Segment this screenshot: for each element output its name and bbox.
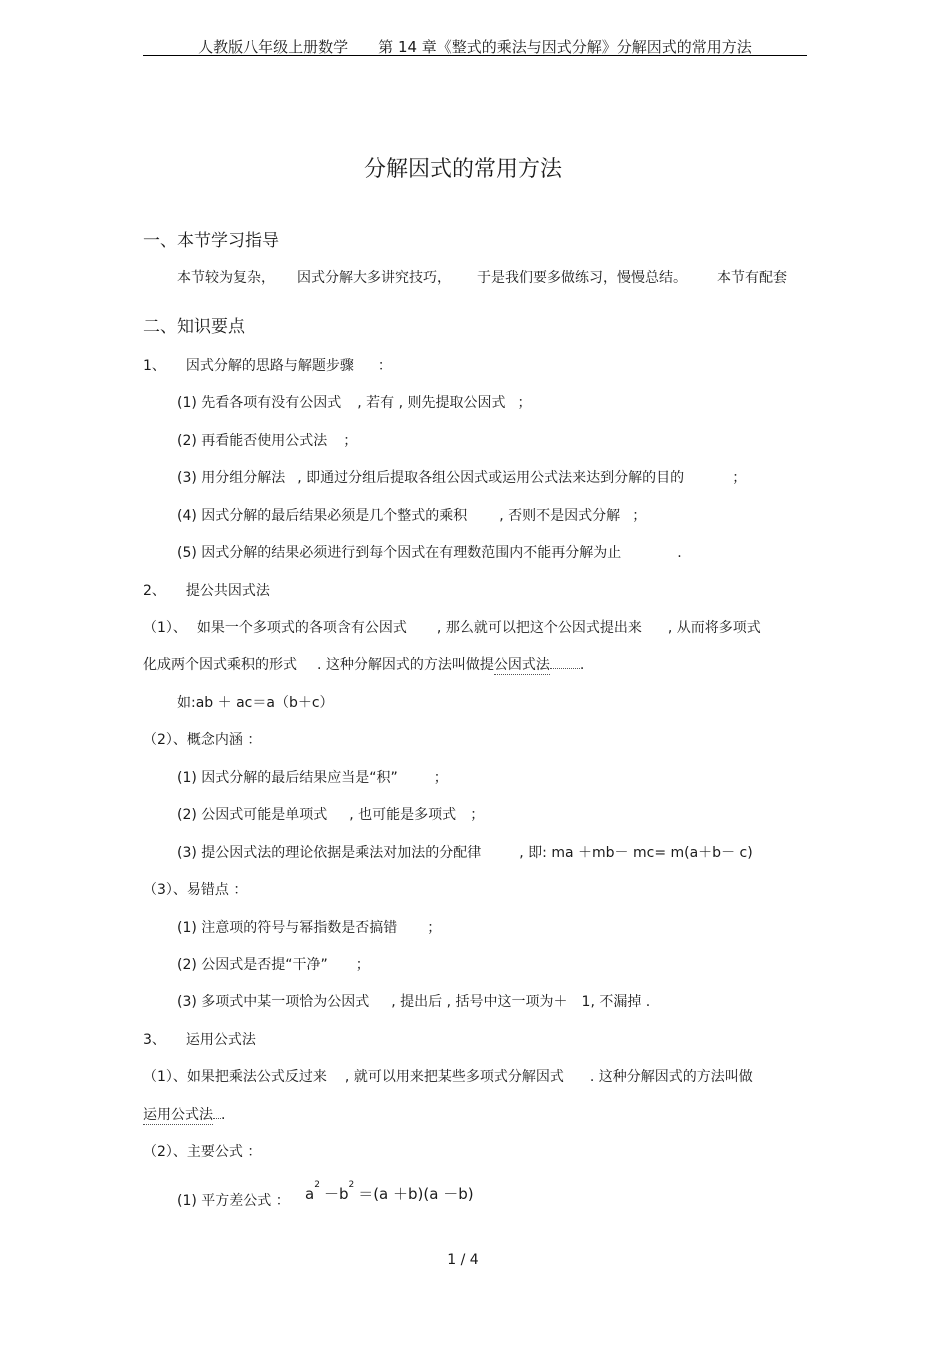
formula-method-line-1 (143, 1066, 753, 1086)
pitfall-end: ； (427, 920, 442, 936)
step-item-2 (177, 430, 357, 450)
step-text-tail: , 若有 , 则先提取公因式 (357, 395, 506, 411)
page-number: 1 / 4 (447, 1252, 479, 1268)
formula-method-line-2 (143, 1104, 225, 1124)
step-item-1 (177, 392, 532, 412)
pitfalls-heading: （3）、易错点 ： (143, 882, 248, 898)
concept-item-2 (177, 804, 484, 824)
section-heading-guide: 一、本节学习指导 (143, 231, 279, 251)
pitfall-text: (3) 多项式中某一项恰为公因式 (177, 994, 370, 1010)
step-text: (5) 因式分解的结果必须进行到每个因式在有理数范围内不能再分解为止 (177, 545, 622, 561)
definition-text: , 就可以用来把某些多项式分解因式 (344, 1069, 564, 1085)
guide-part-2: 因式分解大多讲究技巧， (297, 270, 451, 286)
header-rule (143, 55, 807, 56)
guide-paragraph (177, 267, 787, 287)
guide-part-1: 本节较为复杂， (177, 270, 275, 286)
main-formulas-heading: （2）、主要公式 ： (143, 1144, 262, 1160)
pitfall-end: ； (355, 957, 370, 973)
guide-part-3: 于是我们要多做练习，慢慢总结。 (477, 270, 687, 286)
definition-text: 如果一个多项式的各项含有公因式 (196, 620, 407, 636)
step-text-tail: , 即通过分组后提取各组公因式或运用公式法来达到分解的目的 (297, 470, 685, 486)
formula-term: －b (323, 1185, 349, 1203)
definition-text: , 从而将多项式 (667, 620, 761, 636)
step-end: ； (343, 433, 358, 449)
step-end: ； (732, 470, 747, 486)
point-number: 1、 (143, 358, 166, 374)
page-title: 分解因式的常用方法 (363, 157, 562, 182)
definition-end: . (221, 1107, 226, 1123)
definition-text: （1）、如果把乘法公式反过来 (143, 1069, 327, 1085)
pitfall-item-1 (177, 917, 441, 937)
concept-text: (3) 提公因式法的理论依据是乘法对加法的分配律 (177, 845, 482, 861)
pitfall-text: (2) 公因式是否提“干净” (177, 957, 328, 973)
point-1-title (143, 355, 392, 375)
key-term: 运用公式法 (143, 1107, 213, 1123)
running-header: 人教版八年级上册数学 第 14 章《整式的乘法与因式分解》分解因式的常用方法 (198, 38, 752, 56)
step-end: ； (517, 395, 532, 411)
section-heading-knowledge: 二、知识要点 (143, 317, 245, 337)
pitfall-text: (1) 注意项的符号与幂指数是否搞错 (177, 920, 398, 936)
point-number: 3、 (143, 1032, 166, 1048)
step-end: . (677, 545, 682, 561)
concept-end: ； (470, 807, 485, 823)
point-3-title (143, 1029, 256, 1049)
factor-definition-line-2 (143, 654, 584, 674)
step-item-4 (177, 505, 646, 525)
concept-item-1 (177, 767, 448, 787)
point-number: 2、 (143, 583, 166, 599)
point-label: 运用公式法 (185, 1032, 256, 1048)
guide-part-4: 本节有配套 (717, 270, 787, 286)
distributive-formula: , 即: ma ＋mb－ mc= m(a＋b－ c) (519, 845, 753, 861)
definition-end: . (579, 657, 585, 673)
point-label: 提公共因式法 (185, 583, 270, 599)
step-end: ； (632, 508, 647, 524)
formula-term: ＝(a ＋b)(a －b) (358, 1185, 474, 1203)
pitfall-text-tail: , 提出后 , 括号中这一项为＋ (391, 994, 568, 1010)
concept-text-tail: , 也可能是多项式 (349, 807, 457, 823)
step-text: (2) 再看能否使用公式法 (177, 433, 328, 449)
sub-number: （1）、 (143, 620, 187, 636)
step-item-3 (177, 467, 746, 487)
pitfall-item-2 (177, 954, 370, 974)
concept-item-3 (177, 842, 753, 862)
point-colon: ： (377, 358, 392, 374)
pitfall-end: 1, 不漏掉 . (581, 994, 651, 1010)
factor-definition-line-1 (143, 617, 761, 637)
definition-text: . 这种分解因式的方法叫做提 (317, 657, 494, 673)
point-label: 因式分解的思路与解题步骤 (185, 358, 354, 374)
formula-exponent: 2 (314, 1180, 320, 1190)
step-item-5 (177, 542, 682, 562)
definition-text: 化成两个因式乘积的形式 (143, 657, 297, 673)
point-2-title (143, 580, 270, 600)
factor-example: 如:ab ＋ ac＝a（b＋c） (177, 695, 334, 711)
concept-text: (1) 因式分解的最后结果应当是“积” (177, 770, 398, 786)
step-text-tail: , 否则不是因式分解 (499, 508, 621, 524)
definition-text: . 这种分解因式的方法叫做 (589, 1069, 753, 1085)
difference-of-squares-formula (305, 1180, 474, 1204)
definition-text: , 那么就可以把这个公因式提出来 (436, 620, 642, 636)
formula-label-difference-of-squares: (1) 平方差公式 ： (177, 1193, 290, 1209)
concept-text: (2) 公因式可能是单项式 (177, 807, 328, 823)
key-term: 公因式法 (493, 657, 550, 673)
step-text: (3) 用分组分解法 (177, 470, 286, 486)
step-text: (1) 先看各项有没有公因式 (177, 395, 342, 411)
concept-heading: （2）、概念内涵 ： (143, 732, 262, 748)
concept-end: ； (433, 770, 448, 786)
formula-exponent: 2 (348, 1180, 355, 1190)
step-text: (4) 因式分解的最后结果必须是几个整式的乘积 (177, 508, 468, 524)
formula-term: a (305, 1185, 315, 1203)
pitfall-item-3 (177, 991, 650, 1011)
